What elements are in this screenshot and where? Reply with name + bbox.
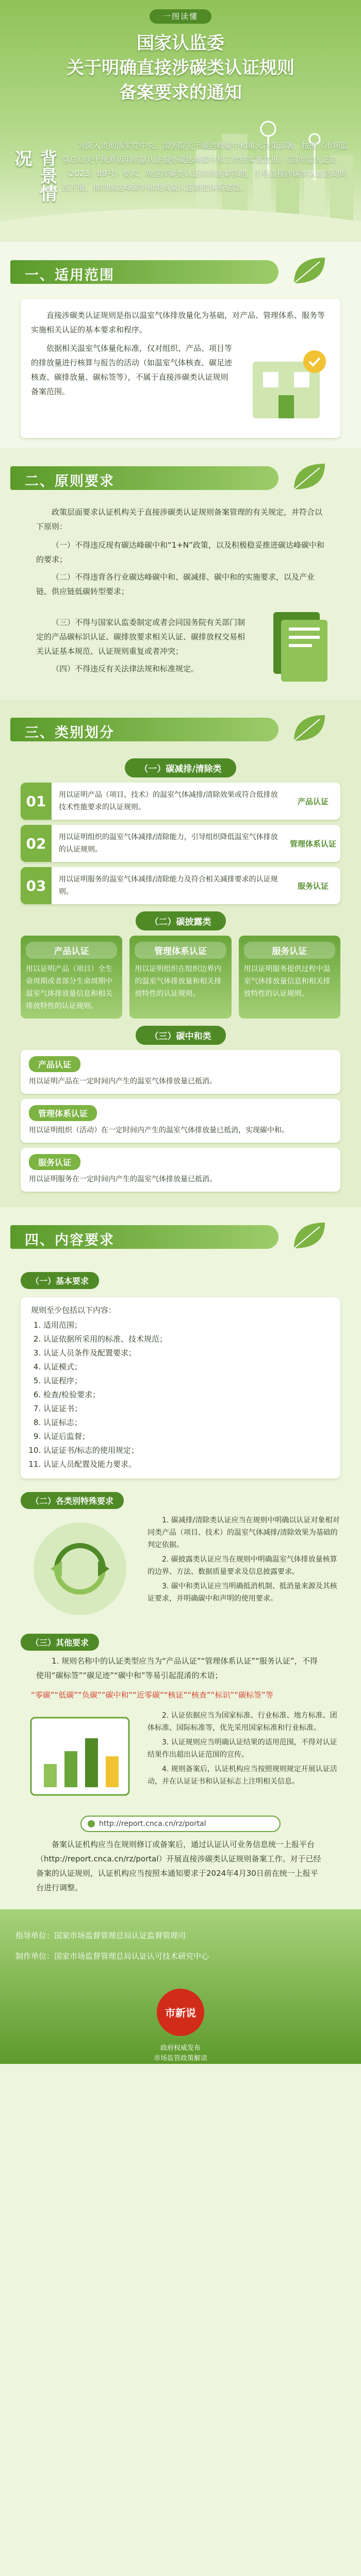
list-item: 1. 适用范围； (43, 1318, 330, 1332)
list-item: 11. 认证人员配置及能力要求。 (43, 1458, 330, 1471)
leaf-icon (289, 710, 330, 746)
disclosure-card-management: 管理体系认证 用以证明组织在组织边界内的温室气体排放量和相关排放特性的认证规则。 (129, 936, 231, 1019)
neutrality-card-product: 产品认证 用以证明产品在一定时间内产生的温室气体排放量已抵消。 (21, 1050, 340, 1094)
background-text: 为深入贯彻落实党中央、国务院关于碳达峰碳中和重大决策部署，按照《市场监管总局关于统筹运用质量认证服务碳达峰碳中和工作的实施意见》（国市监认证发〔2023〕89号）要求，规范涉碳类认证规则备案管理，引导直接涉碳类认证活动规范开展，推动碳达峰碳中和类质量认证制度体系建设。 (62, 141, 349, 192)
scope-card (21, 299, 340, 438)
category-card-3: 03 用以证明服务的温室气体减排/清除能力及符合相关减排要求的认证规则。 服务认证 (21, 867, 340, 904)
forbidden-terms: “零碳”“低碳”“负碳”“碳中和”“近零碳”“核证”“核查”“标识”“碳标签”等 (31, 1690, 273, 1700)
neutrality-card-management: 管理体系认证 用以证明组织（活动）在一定时间内产生的温室气体排放量已抵消，实现碳中和。 (21, 1099, 340, 1143)
other-item-2: 2. 认证依据应当为国家标准、行业标准、地方标准、团体标准、国际标准等，优先采用国家标准和行业标准。 (147, 1711, 337, 1732)
other-item-4: 4. 规则备案后，认证机构应当按照规则规定开展认证活动，并在认证证书和认证标志上注明相关信息。 (147, 1765, 337, 1786)
footer-note-2: 市场监管政策解读 (153, 2055, 207, 2062)
list-item: 3. 认证人员条件及配置要求； (43, 1346, 330, 1360)
principle-item-4: （四）不得违反有关法律法规和标准规定。 (52, 664, 199, 673)
background-label: 背景情况 (11, 149, 57, 202)
list-item: 6. 检查/检验要求； (43, 1388, 330, 1402)
title-line-3: 备案要求的通知 (119, 82, 242, 103)
other-item-3: 3. 认证规则应当明确认证结果的适用范围，不得对认证结果作出超出认证范围的宣传。 (147, 1738, 337, 1759)
subheading-neutrality: （三）碳中和类 (136, 1026, 226, 1045)
neutrality-card-service: 服务认证 用以证明服务在一定时间内产生的温室气体排放量已抵消。 (21, 1148, 340, 1192)
subheading-reduction: （一）碳减排/清除类 (125, 758, 236, 777)
leaf-icon (289, 1217, 330, 1253)
report-url-bar[interactable] (80, 1816, 281, 1832)
guide-unit: 指导单位：国家市场监督管理总局认证监督管理司 (15, 1931, 186, 1940)
footer (0, 1909, 361, 2064)
disclosure-cards (21, 936, 340, 1019)
leaf-icon (289, 252, 330, 289)
globe-icon (88, 1820, 95, 1827)
recycling-illustration (21, 1512, 139, 1625)
disclosure-card-product: 产品认证 用以证明产品（项目）全生命周期或者部分生命周期中温室气体排放量信息和相关排放特性的认证规则。 (21, 936, 122, 1019)
principle-item-1: （一）不得违反现有碳达峰碳中和“1+N”政策，以及积极稳妥推进碳达峰碳中和的要求； (36, 540, 324, 564)
list-item: 7. 认证证书； (43, 1402, 330, 1416)
other-lead: 1. 规则名称中的认证类型应当为“产品认证”“管理体系认证”“服务认证”，不得使用“碳标签”“碳足迹”“碳中和”等易引起混淆的术语； (36, 1656, 318, 1680)
section-title-content: 四、内容要求 (25, 1232, 114, 1248)
section-title-principles: 二、原则要求 (25, 473, 114, 489)
leaf-icon (289, 459, 330, 495)
report-paragraph: 备案认证机构应当在规则修订或备案后，通过认证认可业务信息统一上报平台（http://report.cnca.cn/rz/portal）开展直接涉碳类认证规则备案工作。对于已经备案的认证规则，认证机构应当按照本通知要求于2024年4月30日前在统一上报平台进行调整。 (36, 1840, 321, 1892)
category-card-2: 02 用以证明组织的温室气体减排/清除能力，引导组织降低温室气体排放的认证规则。 管理体系认证 (21, 825, 340, 862)
basic-requirements-list (31, 1318, 330, 1471)
subheading-basic: （一）基本要求 (21, 1272, 99, 1289)
principle-item-3: （三）不得与国家认监委制定或者会同国务院有关部门制定的产品碳标识认证、碳排放要求相关认证、碳排放权交易相关认证基本规范、认证规则重复或者冲突； (36, 618, 245, 656)
section-principles (0, 448, 361, 700)
section-banner-principles (0, 453, 361, 500)
basic-requirements-box (21, 1297, 340, 1479)
documents-illustration (263, 602, 340, 689)
subheading-other: （三）其他要求 (21, 1634, 99, 1651)
certification-building-illustration (237, 341, 335, 429)
scope-paragraph-1: 直接涉碳类认证规则是指以温室气体排放量化为基础，对产品、管理体系、服务等实施相关认证的基本要求和程序。 (31, 311, 325, 334)
scope-paragraph-2: 依据相关温室气体量化标准，仅对组织、产品、项目等的排放量进行核算与报告的活动（如温室气体核查、碳足迹核查、碳排放量、碳标签等），不属于直接涉碳类认证规则备案范围。 (31, 344, 233, 396)
title-line-1: 国家认监委 (137, 33, 224, 54)
footer-note-1: 政府权威发布 (160, 2044, 201, 2052)
maker-unit: 制作单位：国家市场监督管理总局认证认可技术研究中心 (15, 1952, 209, 1961)
hero-header (0, 0, 361, 242)
special-item-3: 3. 碳中和类认证应当明确抵消机制、抵消量来源及其核证要求，并明确碳中和声明的使用要求。 (147, 1582, 337, 1603)
section-title-categories: 三、类别划分 (25, 725, 114, 741)
special-item-1: 1. 碳减排/清除类认证应当在规则中明确以认证对象相对同类产品（项目、技术）的温室气体减排/清除效果为基础的判定依据。 (147, 1516, 340, 1549)
disclosure-card-service: 服务认证 用以证明服务提供过程中温室气体排放量信息和相关排放特性的认证规则。 (239, 936, 340, 1019)
list-item: 9. 认证后监督； (43, 1430, 330, 1444)
report-chart-illustration (21, 1707, 139, 1810)
list-item: 2. 认证依据所采用的标准、技术规范； (43, 1332, 330, 1346)
section-content-requirements (0, 1207, 361, 1909)
one-image-badge: 一图读懂 (150, 9, 211, 24)
section-scope (0, 242, 361, 448)
report-url[interactable]: http://report.cnca.cn/rz/portal (99, 1820, 206, 1828)
brand-logo (155, 1987, 206, 2038)
basic-lead: 规则至少包括以下内容： (31, 1306, 117, 1315)
list-item: 5. 认证程序； (43, 1374, 330, 1388)
section-banner-categories (0, 705, 361, 751)
section-title-scope: 一、适用范围 (25, 267, 114, 283)
list-item: 4. 认证模式； (43, 1360, 330, 1374)
list-item: 8. 认证标志； (43, 1416, 330, 1430)
list-item: 10. 认证证书/标志的使用规定； (43, 1444, 330, 1458)
category-card-1: 01 用以证明产品（项目、技术）的温室气体减排/清除效果或符合低排放技术性能要求的认证规则。 产品认证 (21, 783, 340, 820)
section-categories (0, 700, 361, 1207)
section-banner-content (0, 1212, 361, 1259)
subheading-disclosure: （二）碳披露类 (136, 911, 226, 930)
page-title (0, 31, 361, 105)
brand-logo-text: 市新说 (165, 2007, 196, 2019)
special-item-2: 2. 碳披露类认证应当在规则中明确温室气体排放量核算的边界、方法、数据质量要求及信息披露要求。 (147, 1555, 337, 1576)
principles-lead: 政策层面要求认证机构关于直接涉碳类认证规则备案管理的有关规定，并符合以下原则： (36, 507, 323, 531)
subheading-special: （二）各类别特殊要求 (21, 1492, 124, 1509)
principle-item-2: （二）不得违背各行业碳达峰碳中和、碳减排、碳中和的实施要求，以及产业链、供应链低碳转型要求； (36, 572, 315, 596)
title-line-2: 关于明确直接涉碳类认证规则 (67, 58, 294, 78)
section-banner-scope (0, 247, 361, 294)
